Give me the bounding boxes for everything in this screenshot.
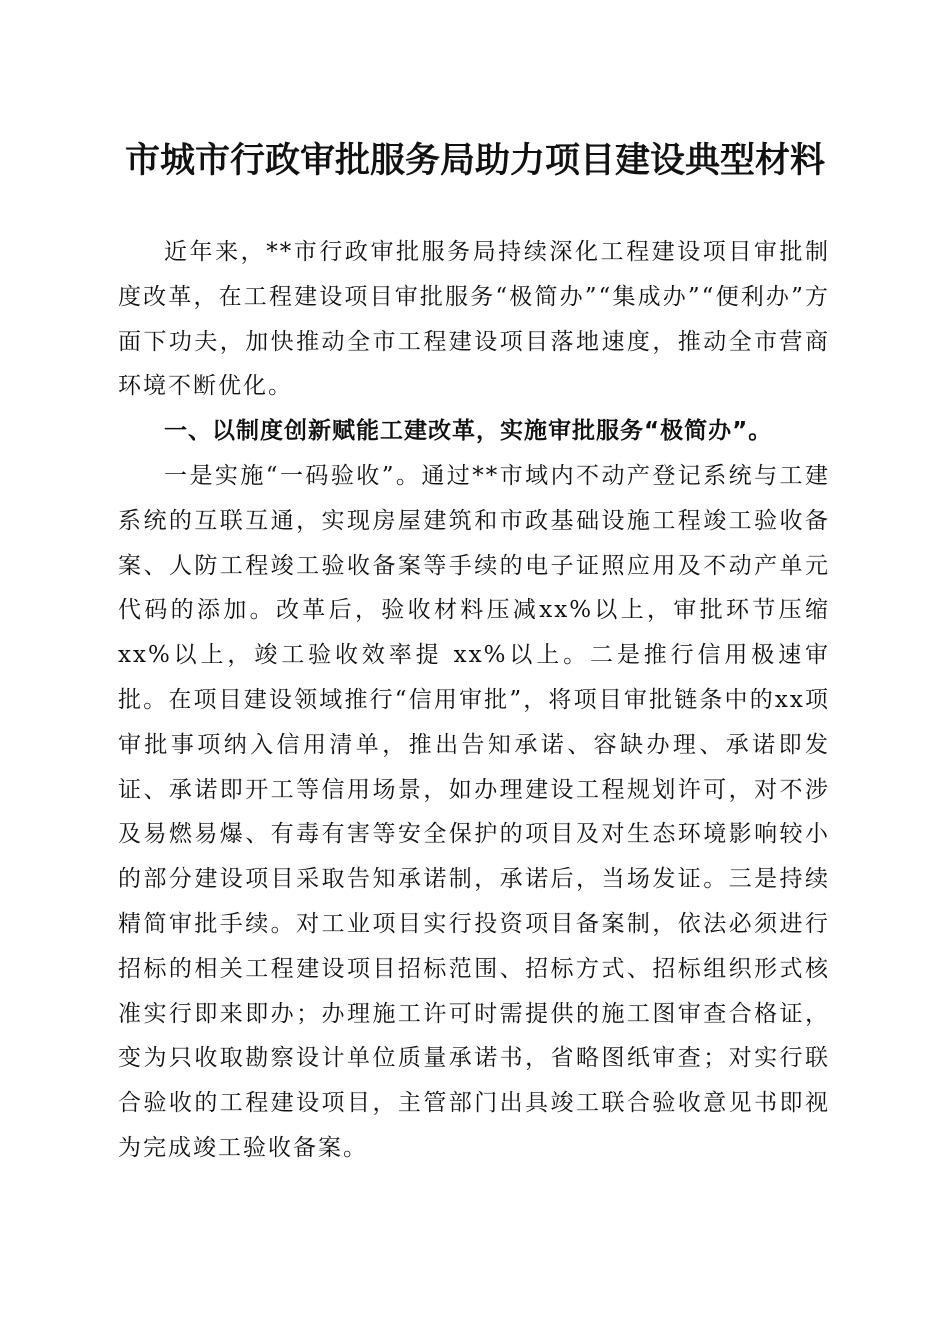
section-1-paragraph: 一是实施“一码验收”。通过**市域内不动产登记系统与工建系统的互联互通，实现房屋建筑和市政基础设施工程竣工验收备案、人防工程竣工验收备案等手续的电子证照应用及不动产单元代码的添加。改革后，验收材料压减xx%以上，审批环节压缩xx%以上，竣工验收效率提 xx%以上。二是推行信用极速审批。在项目建设领域推行“信用审批”，将项目审批链条中的xx项审批事项纳入信用清单，推出告知承诺、容缺办理、承诺即发证、承诺即开工等信用场景，如办理建设工程规划许可，对不涉及易燃易爆、有毒有害等安全保护的项目及对生态环境影响较小的部分建设项目采取告知承诺制，承诺后，当场发证。三是持续精简审批手续。对工业项目实行投资项目备案制，依法必须进行招标的相关工程建设项目招标范围、招标方式、招标组织形式核准实行即来即办；办理施工许可时需提供的施工图审查合格证，变为只收取勘察设计单位质量承诺书，省略图纸审查；对实行联合验收的工程建设项目，主管部门出具竣工联合验收意见书即视为完成竣工验收备案。 [118, 462, 830, 1161]
section-heading-1: 一、以制度创新赋能工建改革，实施审批服务“极简办”。 [164, 418, 773, 445]
document-body [118, 230, 830, 1171]
document-title: 市城市行政审批服务局助力项目建设典型材料 [124, 140, 825, 181]
intro-paragraph: 近年来，**市行政审批服务局持续深化工程建设项目审批制度改革，在工程建设项目审批服务“极简办”“集成办”“便利办”方面下功夫，加快推动全市工程建设项目落地速度，推动全市营商环境不断优化。 [118, 239, 830, 400]
